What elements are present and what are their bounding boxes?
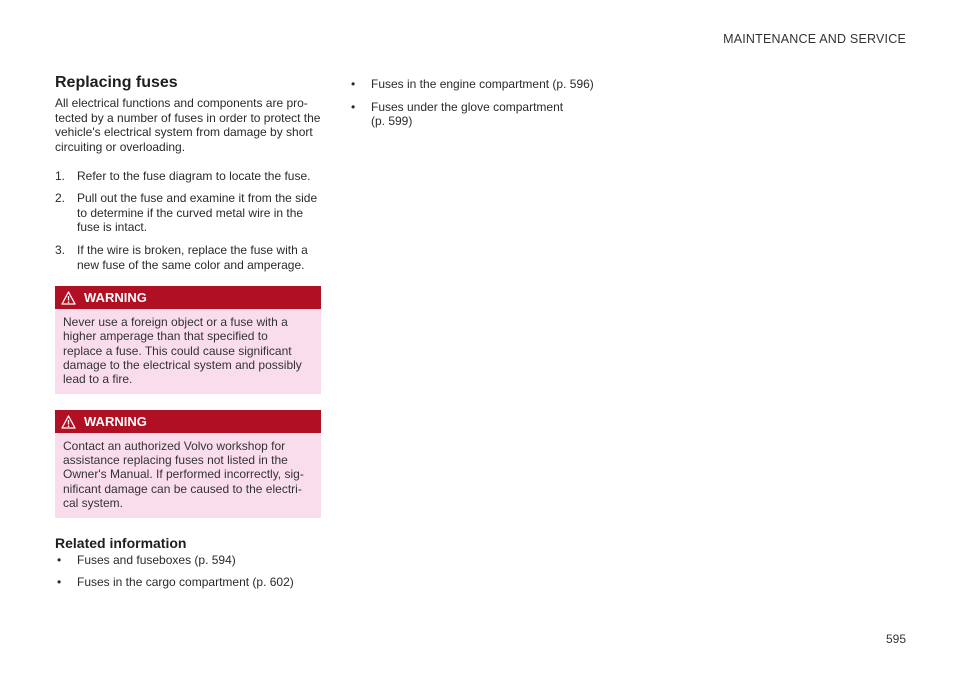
related-link-item[interactable] <box>349 100 629 129</box>
step-number: 1. <box>55 168 66 183</box>
warning-header <box>55 410 321 433</box>
warning-label: WARNING <box>84 290 147 306</box>
related-link-item[interactable] <box>55 553 321 568</box>
step-item <box>55 169 321 184</box>
running-header: MAINTENANCE AND SERVICE <box>723 32 906 46</box>
warning-box <box>55 410 321 518</box>
bullet-icon: • <box>57 552 62 567</box>
steps-list <box>55 169 321 273</box>
related-list <box>55 553 321 590</box>
related-link-item[interactable] <box>55 575 321 590</box>
step-number: 2. <box>55 191 66 206</box>
warning-triangle-icon <box>61 415 76 429</box>
page-title: Replacing fuses <box>55 74 178 91</box>
step-text: If the wire is broken, replace the fuse with a new fuse of the same color and amperage. <box>77 243 308 272</box>
related-information-heading: Related information <box>55 534 187 551</box>
related-link-text[interactable]: Fuses under the glove compartment (p. 599) <box>371 99 564 129</box>
related-link-text[interactable]: Fuses and fuseboxes (p. 594) <box>77 552 236 567</box>
step-number: 3. <box>55 243 66 257</box>
step-text: Pull out the fuse and examine it from the side to determine if the curved metal wire in the fuse is intact. <box>77 191 318 235</box>
page-number: 595 <box>885 632 906 646</box>
warning-text: Contact an authorized Volvo workshop for assistance replacing fuses not listed in the Owner's Manual. If performed incorrectly, sig-nificant damage can be caused to the electri-cal system. <box>63 439 304 510</box>
related-list-continued <box>349 77 629 129</box>
warning-label: WARNING <box>84 414 147 430</box>
bullet-icon: • <box>57 575 62 590</box>
left-column <box>55 74 321 598</box>
related-link-item[interactable] <box>349 77 629 92</box>
warning-box <box>55 286 321 394</box>
warning-triangle-icon <box>61 291 76 305</box>
related-link-text[interactable]: Fuses in the engine compartment (p. 596) <box>371 77 594 91</box>
warning-header <box>55 286 321 309</box>
warning-text: Never use a foreign object or a fuse with a higher amperage than that specified to replace a fuse. This could cause significant damage to the electrical system and possibly lead to a fire. <box>63 315 302 386</box>
bullet-icon: • <box>351 77 356 91</box>
step-item <box>55 243 321 272</box>
intro-paragraph: All electrical functions and components are pro-tected by a number of fuses in order to protect the vehicle's electrical system from damage by short circuiting or overloading. <box>55 96 321 154</box>
step-text: Refer to the fuse diagram to locate the fuse. <box>77 168 311 183</box>
related-link-text[interactable]: Fuses in the cargo compartment (p. 602) <box>77 575 294 590</box>
step-item <box>55 191 321 235</box>
bullet-icon: • <box>351 99 356 114</box>
right-column <box>349 77 629 137</box>
